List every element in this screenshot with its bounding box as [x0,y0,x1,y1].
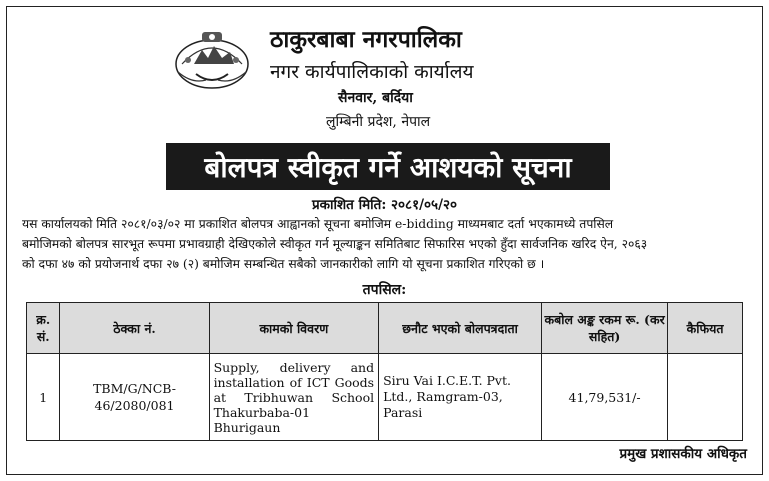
header-description: कामको विवरण [209,303,379,354]
cell-description: Supply, delivery and installation of ICT Goods at Tribhuwan School Thakurbaba-01 Bhurigaun [209,354,379,441]
notice-title-banner: बोलपत्र स्वीकृत गर्ने आशयको सूचना [166,143,610,190]
header-contract-no: ठेक्का नं. [60,303,209,354]
cell-remarks [668,354,743,441]
signature-title: प्रमुख प्रशासकीय अधिकृत [619,446,747,462]
header-amount: कबोल अङ्क रकम रू. (कर सहित) [541,303,667,354]
table-row [27,354,743,441]
cell-sn: 1 [27,354,60,441]
office-location: सैनवार, बर्दिया [338,90,413,106]
municipality-name: ठाकुरबाबा नगरपालिका [270,27,462,53]
paragraph-line: बमोजिमको बोलपत्र सारभूत रूपमा प्रभावग्राही देखिएकोले स्वीकृत गर्न मूल्याङ्कन समितिबाट सिफारिस भएको हुँदा सार्वजनिक खरिद ऐन, २०६३ [22,237,648,251]
header-remarks: कैफियत [668,303,743,354]
office-name: नगर कार्यपालिकाको कार्यालय [270,61,474,83]
header-sn: क्र. सं. [27,303,60,354]
notice-paragraph [22,214,750,274]
header-bidder: छनौट भएको बोलपत्रदाता [379,303,542,354]
cell-amount: 41,79,531/- [541,354,667,441]
published-date: प्रकाशित मिति: २०८१/०५/२० [311,197,458,213]
cell-contract-no: TBM/G/NCB-46/2080/081 [60,354,209,441]
paragraph-line: को दफा ४७ को प्रयोजनार्थ दफा २७ (२) बमोजिम सम्बन्धित सबैको जानकारीको लागि यो सूचना प्रकाशित गरिएको छ । [22,257,545,271]
bid-details-table [26,302,743,441]
cell-bidder: Siru Vai I.C.E.T. Pvt. Ltd., Ramgram-03, Parasi [379,354,542,441]
table-heading: तपसिल: [362,282,407,298]
table-header-row [27,303,743,354]
nepal-government-emblem-icon [172,24,252,92]
paragraph-line: यस कार्यालयको मिति २०८१/०३/०२ मा प्रकाशित बोलपत्र आह्वानको सूचना बमोजिम e-bidding माध्यमबाट दर्ता भएकामध्ये तपसिल [22,217,614,231]
office-province: लुम्बिनी प्रदेश, नेपाल [326,114,431,130]
